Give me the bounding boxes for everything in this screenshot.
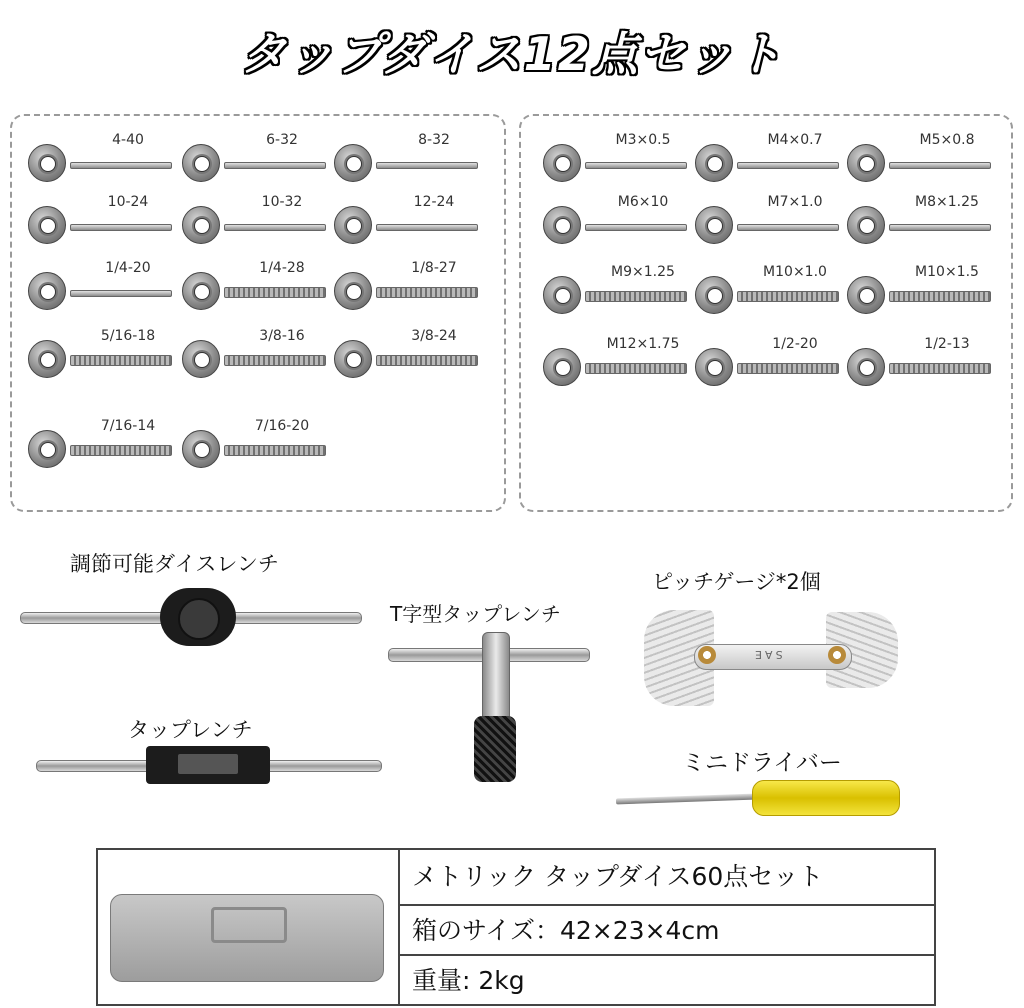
inch-item-label: 12-24 [413,194,455,210]
metric-item [695,338,845,396]
inch-item-label: 1/4-28 [259,260,305,276]
die-icon [695,144,733,182]
tap-icon [224,287,326,298]
inch-item [182,420,332,478]
tap-icon [737,162,839,169]
inch-item [28,196,178,254]
tap-icon [737,291,839,302]
tap-icon [224,224,326,231]
metric-item [847,196,997,254]
inch-item-label: 1/4-20 [105,260,151,276]
tap-icon [585,162,687,169]
tap-wrench-label: タップレンチ [128,718,253,742]
die-icon [28,272,66,310]
tap-icon [585,291,687,302]
case-image [98,850,400,1004]
die-icon [847,276,885,314]
tap-icon [70,224,172,231]
die-icon [182,430,220,468]
inch-item [334,262,484,320]
tap-icon [376,162,478,169]
spec-table [96,848,936,1006]
die-icon [334,340,372,378]
metric-item [543,338,693,396]
metric-item [695,196,845,254]
tap-icon [224,355,326,366]
die-icon [695,276,733,314]
tap-icon [376,355,478,366]
tap-icon [585,224,687,231]
page-title: タップダイス12点セット [240,27,784,81]
metric-item [543,266,693,324]
metric-item-label: M4×0.7 [767,132,823,148]
inch-item-label: 8-32 [418,132,450,148]
gauge-text: SAE [752,648,783,661]
die-icon [182,272,220,310]
die-icon [695,206,733,244]
screwdriver-label: ミニドライバー [682,750,842,776]
die-icon [28,430,66,468]
metric-item [847,266,997,324]
die-icon [543,276,581,314]
spec-box-size: 箱のサイズ：42×23×4cm [400,904,934,954]
die-icon [543,348,581,386]
die-icon [182,340,220,378]
inch-item-label: 1/8-27 [411,260,457,276]
metric-item [543,134,693,192]
metric-item-label: 1/2-13 [924,336,970,352]
tap-icon [889,224,991,231]
die-icon [334,272,372,310]
metric-item-label: M9×1.25 [611,264,675,280]
tap-icon [889,162,991,169]
inch-item-label: 10-32 [261,194,303,210]
tap-icon [224,162,326,169]
inch-item [28,330,178,388]
inch-item [334,196,484,254]
metric-item [847,134,997,192]
metric-item-label: M3×0.5 [615,132,671,148]
pitch-gauge-label: ピッチゲージ*2個 [652,570,821,594]
tap-icon [376,224,478,231]
inch-item [182,330,332,388]
die-icon [182,206,220,244]
metric-item-label: M8×1.25 [915,194,979,210]
die-icon [28,206,66,244]
inch-item [334,134,484,192]
inch-item-label: 5/16-18 [100,328,156,344]
inch-item [28,262,178,320]
metric-item-label: M10×1.0 [763,264,827,280]
metric-set-panel [519,114,1013,512]
die-icon [182,144,220,182]
inch-item [334,330,484,388]
inch-item [182,262,332,320]
inch-item [182,134,332,192]
die-icon [847,348,885,386]
tap-icon [70,162,172,169]
tap-icon [224,445,326,456]
die-wrench-label: 調節可能ダイスレンチ [70,552,279,576]
metric-item-label: M6×10 [617,194,669,210]
metric-item [695,134,845,192]
spec-weight: 重量: 2kg [400,954,934,1004]
inch-item-label: 7/16-14 [100,418,156,434]
metric-item-label: 1/2-20 [772,336,818,352]
inch-set-panel [10,114,506,512]
tap-icon [376,287,478,298]
die-icon [543,144,581,182]
metric-item [695,266,845,324]
die-icon [847,144,885,182]
die-icon [543,206,581,244]
tap-icon [737,224,839,231]
tap-icon [889,291,991,302]
spec-product-name: メトリック タップダイス60点セット [412,862,824,891]
inch-item-label: 6-32 [266,132,298,148]
metric-item-label: M12×1.75 [606,336,680,352]
die-icon [28,144,66,182]
tap-icon [585,363,687,374]
inch-item [182,196,332,254]
inch-item [28,420,178,478]
die-icon [695,348,733,386]
metric-item [847,338,997,396]
tap-icon [70,445,172,456]
t-wrench-label: T字型タップレンチ [390,602,561,626]
tap-icon [70,355,172,366]
inch-item [28,134,178,192]
die-icon [334,206,372,244]
metric-item [543,196,693,254]
metric-item-label: M7×1.0 [767,194,823,210]
inch-item-label: 3/8-24 [411,328,457,344]
die-icon [28,340,66,378]
die-icon [334,144,372,182]
inch-item-label: 10-24 [107,194,149,210]
inch-item-label: 3/8-16 [259,328,305,344]
metric-item-label: M10×1.5 [915,264,979,280]
die-icon [847,206,885,244]
tap-icon [70,290,172,297]
inch-item-label: 4-40 [112,132,144,148]
inch-item-label: 7/16-20 [254,418,310,434]
tap-icon [889,363,991,374]
tap-icon [737,363,839,374]
metric-item-label: M5×0.8 [919,132,975,148]
